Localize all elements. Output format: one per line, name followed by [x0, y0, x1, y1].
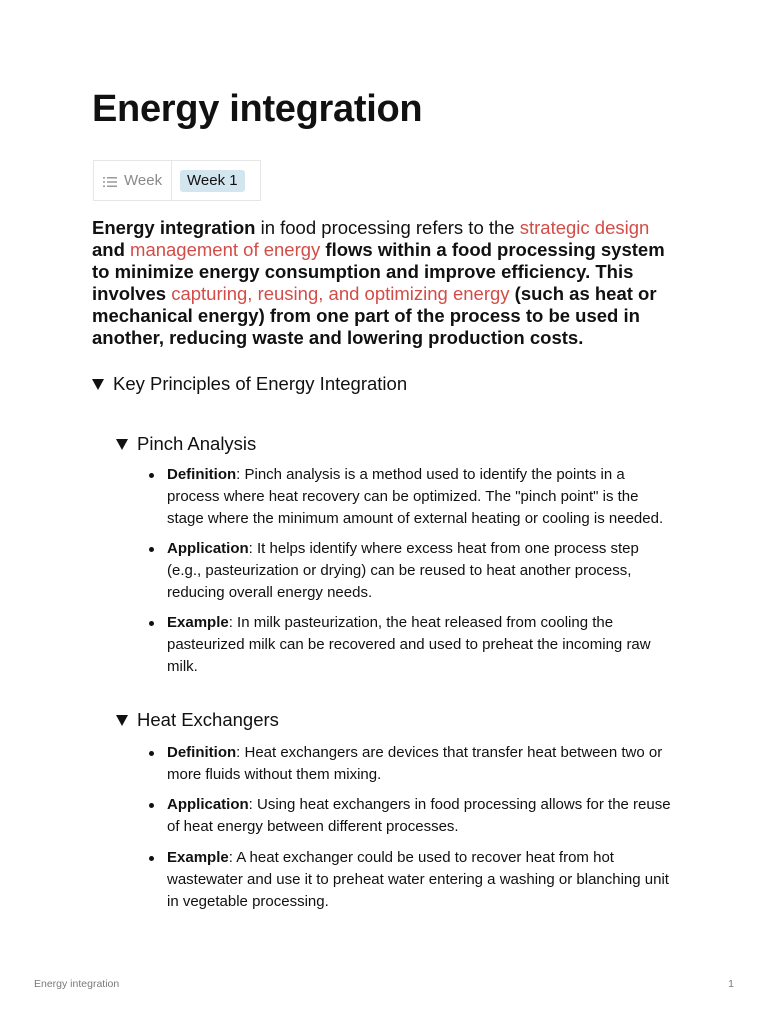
- toggle-triangle-icon[interactable]: [92, 379, 104, 390]
- item-term: Application: [167, 540, 249, 557]
- item-term: Definition: [167, 466, 237, 483]
- item-text: : Pinch analysis is a method used to identify the points in a process where heat recovery can be optimized. The "pinch point" is the stage where the minimum amount of external heating or cooling is needed.: [167, 466, 664, 527]
- list-item: [147, 742, 677, 786]
- list-item: [147, 612, 677, 678]
- footer-doc-name: Energy integration: [34, 978, 120, 990]
- intro-highlight-2: management of energy: [130, 239, 321, 260]
- intro-term: Energy integration: [92, 217, 256, 238]
- item-term: Example: [167, 614, 229, 631]
- page-title: Energy integration: [92, 88, 423, 130]
- item-text: : In milk pasteurization, the heat released from cooling the pasteurized milk can be recovered and used to preheat the incoming raw milk.: [167, 614, 651, 675]
- toggle-heat-exchangers[interactable]: [116, 708, 279, 732]
- subsection-heading: Pinch Analysis: [137, 433, 257, 454]
- item-text: : A heat exchanger could be used to recover heat from hot wastewater and use it to preheat water entering a washing or blanching unit in vegetable processing.: [167, 849, 669, 910]
- property-name-cell: [94, 161, 172, 200]
- week-tag[interactable]: Week 1: [180, 170, 245, 192]
- item-text: : It helps identify where excess heat from one process step (e.g., pasteurization or drying) can be reused to heat another process, reducing overall energy needs.: [167, 540, 639, 601]
- footer-page-number: 1: [728, 978, 734, 990]
- list-item: [147, 538, 677, 604]
- week-property: [93, 160, 261, 201]
- item-term: Definition: [167, 744, 237, 761]
- list-item: [147, 794, 677, 838]
- toggle-key-principles[interactable]: [92, 372, 407, 396]
- toggle-pinch-analysis[interactable]: [116, 432, 256, 456]
- intro-highlight-1: strategic design: [519, 217, 650, 238]
- list-item: [147, 464, 677, 530]
- intro-highlight-3: capturing, reusing, and optimizing energy: [171, 283, 510, 304]
- section-heading: Key Principles of Energy Integration: [113, 373, 408, 394]
- property-name: Week: [124, 172, 163, 189]
- intro-paragraph: [92, 217, 672, 349]
- list-icon: [103, 176, 117, 188]
- property-value-cell[interactable]: [172, 161, 260, 200]
- heat-exchangers-list: [147, 742, 677, 913]
- item-term: Example: [167, 849, 229, 866]
- subsection-heading: Heat Exchangers: [137, 709, 279, 730]
- intro-text-4: (such as heat or mechanical energy) from one part of the process to be used in another, reducing waste and lowering production costs.: [92, 283, 657, 348]
- item-text: : Using heat exchangers in food processing allows for the reuse of heat energy between different processes.: [167, 796, 671, 835]
- intro-text-2: and: [92, 239, 131, 260]
- item-text: : Heat exchangers are devices that transfer heat between two or more fluids without them mixing.: [167, 744, 663, 783]
- item-term: Application: [167, 796, 249, 813]
- intro-text-3: flows within a food processing system to minimize energy consumption and improve efficiency. This involves: [92, 239, 665, 304]
- list-item: [147, 847, 677, 913]
- pinch-analysis-list: [147, 464, 677, 678]
- intro-text-1: in food processing refers to the: [255, 217, 520, 238]
- toggle-triangle-icon[interactable]: [116, 439, 128, 450]
- toggle-triangle-icon[interactable]: [116, 715, 128, 726]
